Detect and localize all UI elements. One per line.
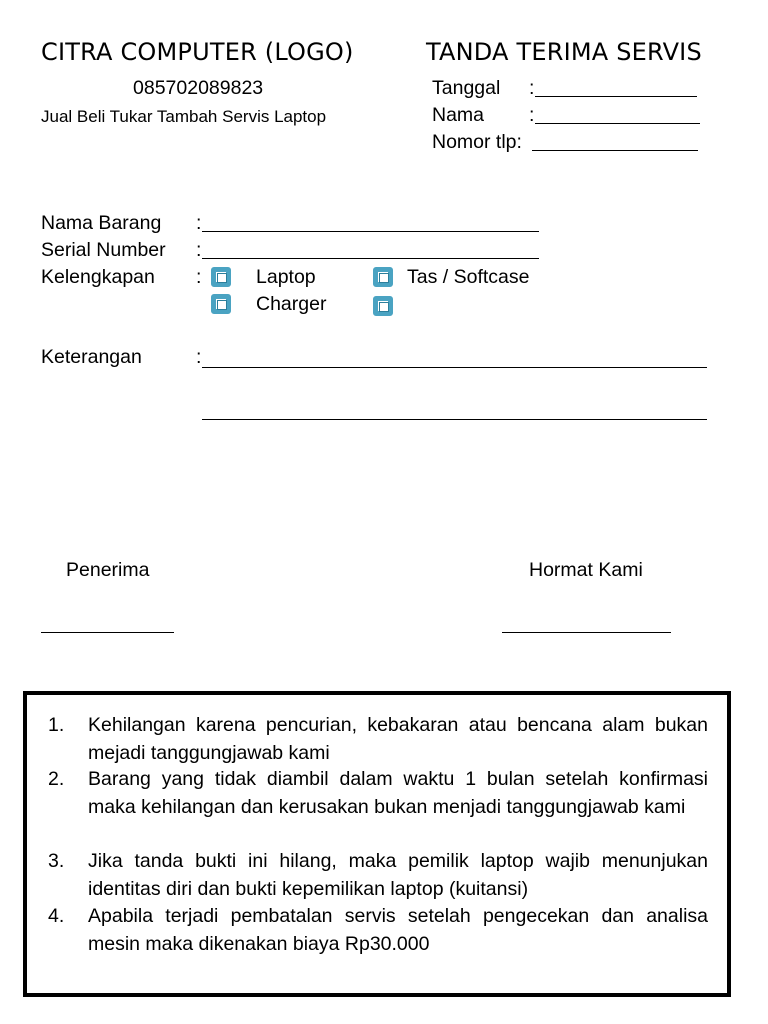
nama-field[interactable] bbox=[535, 123, 700, 124]
keterangan-colon: : bbox=[196, 346, 202, 368]
term-text: Apabila terjadi pembatalan servis setelah pengecekan dan analisa mesin maka dikenakan biaya Rp30.000 bbox=[88, 905, 708, 955]
serial-number-colon: : bbox=[196, 239, 202, 261]
charger-checkbox[interactable] bbox=[212, 295, 230, 313]
tas-softcase-checkbox[interactable] bbox=[374, 268, 392, 286]
term-text: Jika tanda bukti ini hilang, maka pemilik laptop wajib menunjukan identitas diri dan bukti kepemilikan laptop (kuitansi) bbox=[88, 850, 708, 900]
hormat-kami-signature-line[interactable] bbox=[502, 632, 671, 633]
nama-barang-colon: : bbox=[196, 212, 202, 234]
term-item bbox=[48, 848, 708, 903]
nomor-tlp-field[interactable] bbox=[532, 150, 698, 151]
keterangan-field-line-2[interactable] bbox=[202, 419, 707, 420]
company-phone: 085702089823 bbox=[133, 77, 264, 99]
charger-label: Charger bbox=[256, 293, 327, 315]
keterangan-field-line-1[interactable] bbox=[202, 367, 707, 368]
nomor-tlp-label: Nomor tlp: bbox=[432, 131, 522, 153]
tas-softcase-label: Tas / Softcase bbox=[407, 266, 530, 288]
term-number: 3. bbox=[48, 850, 65, 872]
terms-box bbox=[23, 691, 731, 997]
serial-number-field[interactable] bbox=[202, 258, 539, 259]
serial-number-label: Serial Number bbox=[41, 239, 166, 261]
nama-colon: : bbox=[529, 104, 535, 126]
nama-barang-label: Nama Barang bbox=[41, 212, 162, 234]
kelengkapan-label: Kelengkapan bbox=[41, 266, 155, 288]
document-title: TANDA TERIMA SERVIS bbox=[426, 38, 702, 66]
hormat-kami-label: Hormat Kami bbox=[529, 559, 643, 581]
tanggal-field[interactable] bbox=[535, 96, 697, 97]
kelengkapan-colon: : bbox=[196, 266, 202, 288]
penerima-signature-line[interactable] bbox=[41, 632, 174, 633]
keterangan-label: Keterangan bbox=[41, 346, 142, 368]
company-name: CITRA COMPUTER (LOGO) bbox=[41, 38, 354, 66]
other-accessory-checkbox[interactable] bbox=[374, 297, 392, 315]
laptop-checkbox[interactable] bbox=[212, 268, 230, 286]
term-item bbox=[48, 903, 708, 958]
term-text: Barang yang tidak diambil dalam waktu 1 bulan setelah konfirmasi maka kehilangan dan kerusakan bukan menjadi tanggungjawab kami bbox=[88, 768, 708, 818]
term-number: 4. bbox=[48, 905, 65, 927]
term-number: 2. bbox=[48, 768, 65, 790]
term-item bbox=[48, 766, 708, 821]
laptop-label: Laptop bbox=[256, 266, 316, 288]
term-item bbox=[48, 712, 708, 767]
term-text: Kehilangan karena pencurian, kebakaran atau bencana alam bukan mejadi tanggungjawab kami bbox=[88, 714, 708, 764]
term-number: 1. bbox=[48, 714, 65, 736]
nama-label: Nama bbox=[432, 104, 485, 126]
tanggal-label: Tanggal bbox=[432, 77, 501, 99]
nama-barang-field[interactable] bbox=[202, 231, 539, 232]
penerima-label: Penerima bbox=[66, 559, 150, 581]
tanggal-colon: : bbox=[529, 77, 535, 99]
company-tagline: Jual Beli Tukar Tambah Servis Laptop bbox=[41, 107, 327, 126]
